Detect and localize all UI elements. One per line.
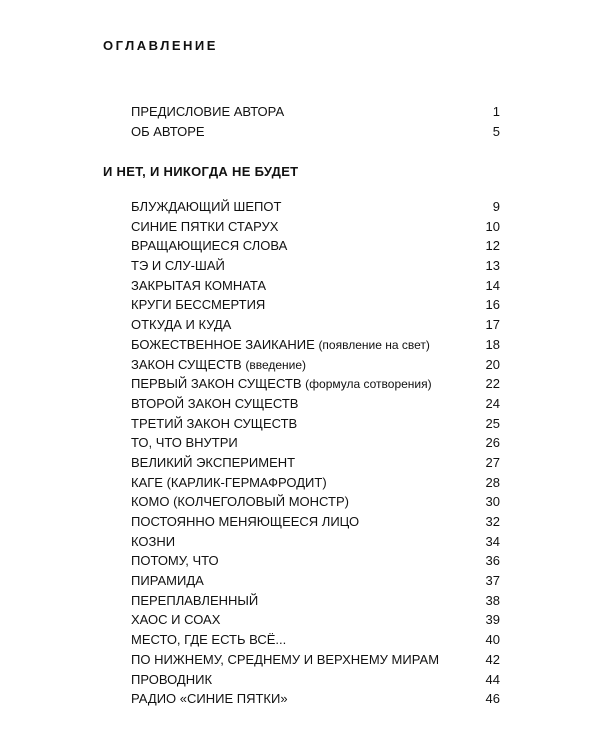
toc-entry: [0, 295, 600, 315]
toc-entry: [0, 315, 600, 335]
toc-entry-title-text: ЗАКОН СУЩЕСТВ: [131, 356, 242, 372]
toc-entry-page-number: 28: [485, 474, 500, 490]
toc-entry-title: [131, 102, 284, 122]
toc-entry-page-number: 26: [485, 435, 500, 451]
toc-entry-page-number: 20: [485, 356, 500, 372]
toc-entry-title: [131, 355, 306, 376]
toc-entry: [0, 217, 600, 237]
toc-entry: [0, 102, 600, 122]
toc-entry-title-text: ПО НИЖНЕМУ, СРЕДНЕМУ И ВЕРХНЕМУ МИРАМ: [131, 651, 440, 667]
toc-entry: [0, 532, 600, 552]
toc-entry-title: [131, 492, 349, 512]
toc-entry-page-number: 42: [485, 651, 500, 667]
toc-entry-page-number: 17: [485, 317, 500, 333]
toc-entry-title: [131, 315, 231, 335]
toc-entry: [0, 197, 600, 217]
toc-entry-page-number: 36: [485, 553, 500, 569]
toc-entry-page-number: 25: [485, 415, 500, 431]
toc-entry-title-text: ЗАКРЫТАЯ КОМНАТА: [131, 277, 267, 293]
toc-entry-title: [131, 670, 212, 690]
toc-entry-title-text: ВЕЛИКИЙ ЭКСПЕРИМЕНТ: [131, 454, 296, 470]
toc-entry-title-text: БЛУЖДАЮЩИЙ ШЕПОТ: [131, 199, 282, 214]
toc-entry-title: [131, 256, 225, 276]
toc-entry-page-number: 37: [485, 573, 500, 589]
toc-entry-page-number: 12: [485, 238, 500, 254]
toc-entry-title: [131, 650, 439, 670]
toc-entry-title-text: КОЗНИ: [131, 533, 176, 549]
toc-entry-page-number: 5: [492, 123, 500, 139]
toc-entry: [0, 256, 600, 276]
toc-entry: [0, 492, 600, 512]
toc-entry-title-text: РАДИО «СИНИЕ ПЯТКИ»: [131, 691, 288, 707]
toc-entry-title-text: СИНИЕ ПЯТКИ СТАРУХ: [131, 218, 279, 234]
toc-entry-title: [131, 591, 258, 611]
toc-entry-title: [131, 453, 295, 473]
toc-entry-page-number: 27: [485, 454, 500, 470]
toc-entry: [0, 610, 600, 630]
toc-entry-title-text: ВРАЩАЮЩИЕСЯ СЛОВА: [131, 238, 288, 254]
toc-entry-title: [131, 122, 205, 142]
toc-entry-page-number: 24: [485, 395, 500, 411]
toc-entry-page-number: 16: [485, 297, 500, 313]
toc-entry-title-text: КРУГИ БЕССМЕРТИЯ: [131, 297, 266, 313]
toc-entry-title-text: ПЕРЕПЛАВЛЕННЫЙ: [131, 592, 259, 608]
toc-entry: [0, 236, 600, 256]
toc-entry-title-text: МЕСТО, ГДЕ ЕСТЬ ВСЁ...: [131, 632, 287, 648]
toc-entry-title: [131, 394, 298, 414]
toc-entry: [0, 374, 600, 394]
toc-entry-title-text: ТРЕТИЙ ЗАКОН СУЩЕСТВ: [131, 415, 298, 431]
front-matter-list: [0, 102, 600, 141]
toc-entry-title: [131, 197, 281, 217]
toc-entry: [0, 571, 600, 591]
toc-entry-title-text: БОЖЕСТВЕННОЕ ЗАИКАНИЕ: [131, 336, 315, 352]
toc-entry-title: [131, 473, 327, 493]
toc-entry-title: [131, 217, 278, 237]
toc-entry-note: (введение): [245, 357, 307, 372]
toc-entry-title-text: ТО, ЧТО ВНУТРИ: [131, 435, 238, 451]
toc-entry-page-number: 14: [485, 277, 500, 293]
toc-entry: [0, 414, 600, 434]
toc-entry-title: [131, 551, 219, 571]
toc-entry-title-text: ПОТОМУ, ЧТО: [131, 553, 219, 569]
toc-entry: [0, 335, 600, 355]
toc-entry-title: [131, 414, 297, 434]
toc-entry: [0, 473, 600, 493]
toc-entry-title-text: ПРОВОДНИК: [131, 671, 213, 687]
chapter-list: [0, 197, 600, 709]
toc-entry-page-number: 22: [485, 376, 500, 392]
toc-entry: [0, 630, 600, 650]
toc-entry-page-number: 18: [485, 336, 500, 352]
toc-entry-page-number: 44: [485, 671, 500, 687]
toc-entry-title-text: ОБ АВТОРЕ: [131, 123, 205, 139]
toc-entry-title-text: ПОСТОЯННО МЕНЯЮЩЕЕСЯ ЛИЦО: [131, 514, 360, 529]
toc-entry-title-text: ХАОС И СОАХ: [131, 612, 221, 628]
toc-entry-page-number: 30: [485, 494, 500, 510]
toc-entry-title: [131, 295, 265, 315]
toc-entry: [0, 394, 600, 414]
toc-entry-title: [131, 433, 238, 453]
toc-entry-title-text: ПИРАМИДА: [131, 573, 204, 589]
toc-entry: [0, 689, 600, 709]
toc-entry: [0, 551, 600, 571]
toc-entry-note: (появление на свет): [318, 337, 430, 352]
toc-entry-page-number: 1: [492, 104, 500, 119]
toc-entry-title: [131, 630, 286, 650]
toc-entry-title: [131, 532, 175, 552]
toc-entry-page-number: 39: [485, 612, 500, 628]
toc-entry-page-number: 40: [485, 632, 500, 648]
toc-entry-title: [131, 236, 287, 256]
toc-entry-title-text: ПЕРВЫЙ ЗАКОН СУЩЕСТВ: [131, 376, 302, 392]
toc-entry-title-text: ТЭ И СЛУ-ШАЙ: [131, 258, 225, 274]
toc-entry-title: [131, 689, 288, 709]
toc-entry: [0, 355, 600, 375]
toc-entry-title-text: ОТКУДА И КУДА: [131, 317, 232, 333]
toc-entry-page-number: 32: [485, 514, 500, 529]
toc-entry-title: [131, 335, 430, 356]
toc-entry-title-text: ПРЕДИСЛОВИЕ АВТОРА: [131, 104, 285, 119]
toc-entry-title-text: КАГЕ (КАРЛИК-ГЕРМАФРОДИТ): [131, 474, 327, 490]
toc-entry: [0, 453, 600, 473]
toc-entry-title: [131, 374, 432, 395]
toc-heading: ОГЛАВЛЕНИЕ: [103, 38, 218, 53]
toc-entry: [0, 512, 600, 532]
toc-entry-page-number: 34: [485, 533, 500, 549]
toc-entry: [0, 591, 600, 611]
part-title: И НЕТ, И НИКОГДА НЕ БУДЕТ: [103, 164, 299, 179]
toc-entry-title-text: ВТОРОЙ ЗАКОН СУЩЕСТВ: [131, 395, 299, 411]
toc-entry-title: [131, 512, 359, 532]
toc-entry: [0, 433, 600, 453]
toc-entry-page-number: 13: [485, 258, 500, 274]
toc-entry: [0, 670, 600, 690]
toc-entry-title-text: КОМО (КОЛЧЕГОЛОВЫЙ МОНСТР): [131, 494, 349, 510]
toc-entry: [0, 122, 600, 142]
toc-entry: [0, 650, 600, 670]
toc-entry-page-number: 38: [485, 592, 500, 608]
toc-entry-page-number: 9: [492, 199, 500, 214]
toc-entry-page-number: 10: [485, 218, 500, 234]
toc-entry-title: [131, 276, 266, 296]
toc-entry-note: (формула сотворения): [305, 377, 432, 392]
toc-entry-title: [131, 610, 220, 630]
toc-entry: [0, 276, 600, 296]
toc-entry-title: [131, 571, 204, 591]
toc-entry-page-number: 46: [485, 691, 500, 707]
